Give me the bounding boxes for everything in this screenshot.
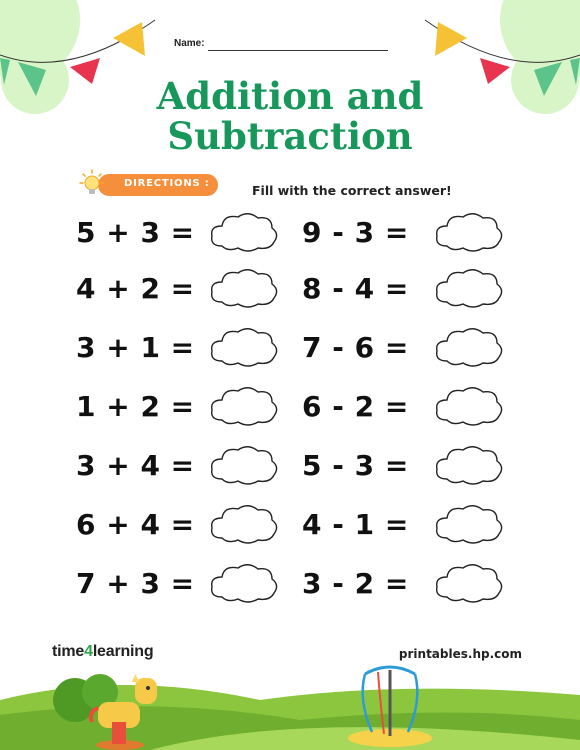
directions-pill	[98, 174, 452, 198]
name-write-line[interactable]	[208, 50, 388, 51]
problem-right-2	[302, 266, 542, 310]
directions-banner	[78, 168, 518, 200]
cloud-answer-box-icon[interactable]	[433, 384, 503, 428]
cloud-answer-box-icon[interactable]	[208, 325, 278, 369]
directions-label: DIRECTIONS :	[124, 178, 210, 189]
problem-left-1	[76, 210, 316, 254]
equation-text: 3 + 1 =	[76, 331, 195, 364]
cloud-answer-box-icon[interactable]	[433, 443, 503, 487]
problem-left-6	[76, 502, 316, 546]
cloud-answer-box-icon[interactable]	[208, 210, 278, 254]
equation-text: 8 - 4 =	[302, 272, 409, 305]
name-field[interactable]	[174, 36, 388, 56]
logo-learning: learning	[92, 643, 154, 660]
problem-right-5	[302, 443, 542, 487]
page-title	[0, 76, 580, 156]
cloud-answer-box-icon[interactable]	[208, 266, 278, 310]
equation-text: 9 - 3 =	[302, 216, 409, 249]
playground-scene	[0, 660, 580, 750]
equation-text: 7 + 3 =	[76, 567, 195, 600]
logo-four: 4	[84, 643, 93, 660]
problem-right-6	[302, 502, 542, 546]
cloud-answer-box-icon[interactable]	[433, 325, 503, 369]
problem-left-2	[76, 266, 316, 310]
directions-text: Fill with the correct answer!	[252, 183, 452, 198]
equation-text: 4 + 2 =	[76, 272, 195, 305]
problem-left-3	[76, 325, 316, 369]
equation-text: 6 - 2 =	[302, 390, 409, 423]
cloud-answer-box-icon[interactable]	[208, 443, 278, 487]
problem-right-1	[302, 210, 542, 254]
problem-left-7	[76, 561, 316, 605]
equation-text: 5 + 3 =	[76, 216, 195, 249]
cloud-answer-box-icon[interactable]	[208, 384, 278, 428]
problem-left-5	[76, 443, 316, 487]
cloud-answer-box-icon[interactable]	[433, 502, 503, 546]
cloud-answer-box-icon[interactable]	[433, 266, 503, 310]
title-line-1: Addition and	[156, 74, 424, 118]
problem-right-3	[302, 325, 542, 369]
cloud-answer-box-icon[interactable]	[208, 561, 278, 605]
equation-text: 3 - 2 =	[302, 567, 409, 600]
logo-time: time	[52, 643, 85, 660]
cloud-answer-box-icon[interactable]	[433, 210, 503, 254]
cloud-answer-box-icon[interactable]	[433, 561, 503, 605]
equation-text: 4 - 1 =	[302, 508, 409, 541]
name-label: Name:	[174, 38, 205, 49]
equation-text: 1 + 2 =	[76, 390, 195, 423]
equation-text: 6 + 4 =	[76, 508, 195, 541]
footer-url: printables.hp.com	[398, 647, 522, 661]
lightbulb-icon	[78, 168, 114, 200]
cloud-answer-box-icon[interactable]	[208, 502, 278, 546]
problem-right-7	[302, 561, 542, 605]
time4learning-logo	[52, 643, 153, 661]
equation-text: 7 - 6 =	[302, 331, 409, 364]
title-line-2: Subtraction	[167, 114, 413, 158]
problem-left-4	[76, 384, 316, 428]
problem-right-4	[302, 384, 542, 428]
equation-text: 5 - 3 =	[302, 449, 409, 482]
equation-text: 3 + 4 =	[76, 449, 195, 482]
